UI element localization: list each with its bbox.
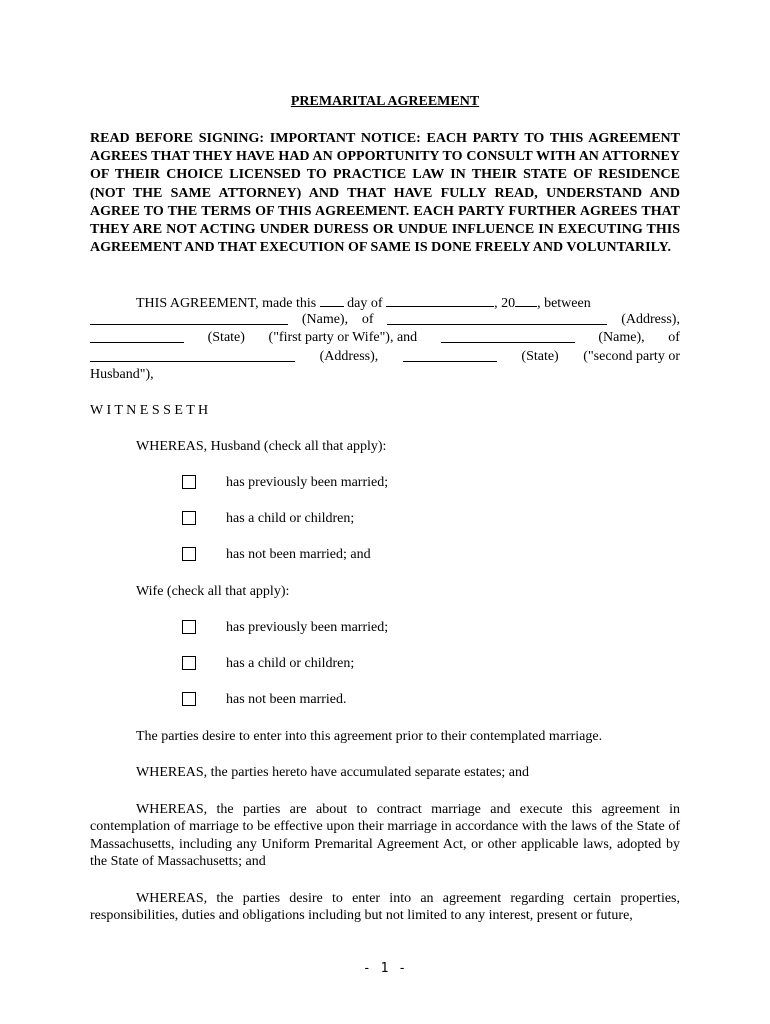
- first-party-name-field[interactable]: [90, 312, 288, 325]
- witnesseth-heading: W I T N E S S E T H: [90, 403, 209, 418]
- husband-children-checkbox[interactable]: [182, 511, 196, 525]
- intro-line-2: [90, 312, 680, 328]
- label-state-1: (State): [207, 330, 245, 345]
- husband-children-label: has a child or children;: [226, 511, 355, 526]
- wife-heading: Wife (check all that apply):: [136, 584, 290, 599]
- paragraph-contract: WHEREAS, the parties are about to contract marriage and execute this agreement in contemplation of marriage to be effective upon their marriage in accordance with the laws of the State of Massachusetts, including any Uniform Premarital Agreement Act, or other applicable laws, adopted by the State of Massachusetts; and: [90, 802, 680, 869]
- first-party-address-field[interactable]: [387, 312, 607, 325]
- intro-line-5: [90, 367, 680, 383]
- month-field[interactable]: [386, 294, 494, 307]
- wife-previously-married-label: has previously been married;: [226, 620, 389, 635]
- husband-previously-married-checkbox[interactable]: [182, 475, 196, 489]
- page-number: - 1 -: [362, 961, 408, 976]
- intro-line-4: [90, 349, 680, 365]
- second-party-state-field[interactable]: [403, 349, 497, 362]
- wife-not-married-label: has not been married.: [226, 692, 347, 707]
- paragraph-estates: WHEREAS, the parties hereto have accumulated separate estates; and: [136, 765, 530, 780]
- intro-line-1: [90, 294, 680, 312]
- important-notice: READ BEFORE SIGNING: IMPORTANT NOTICE: EACH PARTY TO THIS AGREEMENT AGREES THAT THEY HAVE HAD AN OPPORTUNITY TO CONSULT WITH AN ATTORNEY OF THEIR CHOICE LICENSED TO PRACTICE LAW IN THEIR STATE OF RESIDENCE (NOT THE SAME ATTORNEY) AND THAT HAVE FULLY READ, UNDERSTAND AND AGREE TO THE TERMS OF THIS AGREEMENT. EACH PARTY FURTHER AGREES THAT THEY ARE NOT ACTING UNDER DURESS OR UNDUE INFLUENCE IN EXECUTING THIS AGREEMENT AND THAT EXECUTION OF SAME IS DONE FREELY AND VOLUNTARILY.: [90, 131, 680, 256]
- label-of-1: of: [361, 312, 374, 327]
- husband-previously-married-label: has previously been married;: [226, 475, 389, 490]
- second-party-address-field[interactable]: [90, 349, 295, 362]
- intro-between: , between: [537, 296, 591, 311]
- wife-previously-married-checkbox[interactable]: [182, 620, 196, 634]
- first-party-state-field[interactable]: [90, 330, 184, 343]
- husband-heading: WHEREAS, Husband (check all that apply):: [136, 439, 387, 454]
- intro-line-3: [90, 330, 680, 346]
- husband-not-married-label: has not been married; and: [226, 547, 371, 562]
- label-first-party: ("first party or Wife"), and: [268, 330, 418, 345]
- label-name-2: (Name),: [598, 330, 645, 345]
- year-field[interactable]: [515, 294, 537, 307]
- label-of-2: of: [668, 330, 680, 345]
- label-state-2: (State): [521, 349, 559, 364]
- label-address-1: (Address),: [621, 312, 680, 327]
- day-field[interactable]: [320, 294, 344, 307]
- intro-year-prefix: , 20: [494, 296, 516, 311]
- intro-made-this: THIS AGREEMENT, made this: [136, 296, 317, 311]
- paragraph-properties: WHEREAS, the parties desire to enter into an agreement regarding certain properties, responsibilities, duties and obligations including but not limited to any interest, present or future,: [90, 891, 680, 924]
- second-party-name-field[interactable]: [441, 330, 575, 343]
- wife-children-label: has a child or children;: [226, 656, 355, 671]
- wife-children-checkbox[interactable]: [182, 656, 196, 670]
- paragraph-desire: The parties desire to enter into this agreement prior to their contemplated marriage.: [136, 729, 603, 744]
- label-second-party: ("second party or: [583, 349, 680, 364]
- wife-not-married-checkbox[interactable]: [182, 692, 196, 706]
- label-name-1: (Name),: [301, 312, 349, 327]
- husband-not-married-checkbox[interactable]: [182, 547, 196, 561]
- intro-day-of: day of: [347, 296, 383, 311]
- label-address-2: (Address),: [319, 349, 379, 364]
- document-title: PREMARITAL AGREEMENT: [290, 94, 480, 109]
- label-husband: Husband"),: [90, 367, 154, 382]
